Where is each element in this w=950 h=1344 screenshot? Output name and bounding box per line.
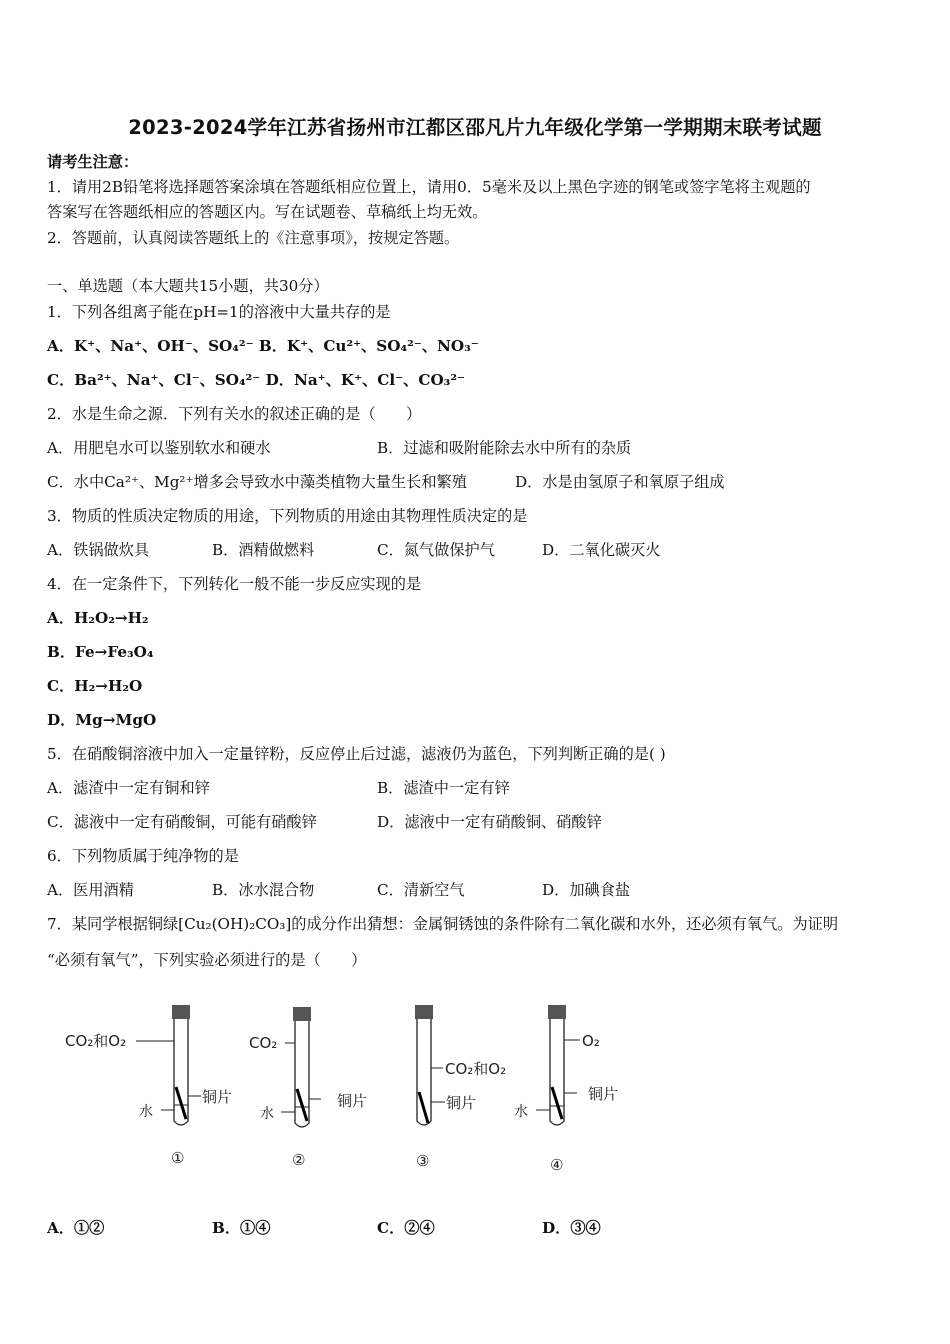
tube-1-gas-label: CO₂和O₂	[65, 1032, 127, 1050]
question-7-option-c: C．②④	[377, 1219, 435, 1237]
tube-1-copper-strip	[176, 1087, 186, 1119]
question-2-option-c: C．水中Ca²⁺、Mg²⁺增多会导致水中藻类植物大量生长和繁殖	[47, 473, 467, 491]
notice-item-1-line-2: 答案写在答题纸相应的答题区内。写在试题卷、草稿纸上均无效。	[47, 203, 488, 221]
question-2-option-a: A．用肥皂水可以鉴别软水和硬水	[47, 439, 271, 457]
question-5-option-b: B．滤渣中一定有锌	[377, 779, 510, 797]
test-tube-4	[514, 1005, 618, 1174]
section-heading: 一、单选题（本大题共15小题，共30分）	[47, 277, 329, 295]
question-4-stem: 4．在一定条件下，下列转化一般不能一步反应实现的是	[47, 575, 422, 593]
question-1-options-cd: C．Ba²⁺、Na⁺、Cl⁻、SO₄²⁻ D．Na⁺、K⁺、Cl⁻、CO₃²⁻	[47, 371, 465, 389]
test-tube-experiment-figure	[55, 995, 655, 1185]
test-tube-3	[415, 1005, 506, 1170]
tube-2-stopper	[293, 1007, 311, 1021]
test-tube-2	[249, 1007, 367, 1169]
tube-4-copper-strip	[552, 1087, 562, 1119]
question-5-option-d: D．滤液中一定有硝酸铜、硝酸锌	[377, 813, 602, 831]
question-3-option-d: D．二氧化碳灭火	[542, 541, 661, 559]
page-title: 2023-2024学年江苏省扬州市江都区邵凡片九年级化学第一学期期末联考试题	[128, 116, 822, 139]
question-3-stem: 3．物质的性质决定物质的用途，下列物质的用途由其物理性质决定的是	[47, 507, 528, 525]
tube-2-glass	[295, 1021, 309, 1127]
tube-4-stopper	[548, 1005, 566, 1019]
question-6-option-d: D．加碘食盐	[542, 881, 631, 899]
notice-heading: 请考生注意：	[47, 153, 139, 171]
tube-4-number: ④	[550, 1156, 564, 1174]
question-3-option-b: B．酒精做燃料	[212, 541, 315, 559]
question-7-option-a: A．①②	[47, 1219, 105, 1237]
question-4-option-b: B．Fe→Fe₃O₄	[47, 643, 154, 661]
tube-1-glass	[174, 1019, 188, 1125]
question-4-option-a: A．H₂O₂→H₂	[47, 609, 149, 627]
test-tube-1	[65, 1005, 232, 1167]
notice-item-2: 2．答题前，认真阅读答题纸上的《注意事项》，按规定答题。	[47, 229, 460, 247]
tube-1-stopper	[172, 1005, 190, 1019]
tube-1-metal-label: 铜片	[202, 1088, 233, 1106]
question-5-option-c: C．滤液中一定有硝酸铜，可能有硝酸锌	[47, 813, 317, 831]
question-2-stem: 2．水是生命之源．下列有关水的叙述正确的是（ ）	[47, 405, 422, 423]
tube-3-metal-label: 铜片	[446, 1094, 477, 1112]
question-3-option-c: C．氮气做保护气	[377, 541, 495, 559]
tube-3-stopper	[415, 1005, 433, 1019]
notice-item-1-line-1: 1．请用2B铅笔将选择题答案涂填在答题纸相应位置上，请用0．5毫米及以上黑色字迹的钢笔或签字笔将主观题的	[47, 178, 811, 196]
question-1-stem: 1．下列各组离子能在pH=1的溶液中大量共存的是	[47, 303, 391, 321]
question-6-option-a: A．医用酒精	[47, 881, 134, 899]
question-6-stem: 6．下列物质属于纯净物的是	[47, 847, 239, 865]
question-6-option-c: C．清新空气	[377, 881, 465, 899]
question-3-option-a: A．铁锅做炊具	[47, 541, 150, 559]
question-4-option-d: D．Mg→MgO	[47, 711, 157, 729]
question-2-option-b: B．过滤和吸附能除去水中所有的杂质	[377, 439, 632, 457]
question-7-stem-line-2: “必须有氧气”，下列实验必须进行的是（ ）	[47, 951, 367, 969]
tube-2-copper-strip	[297, 1089, 307, 1121]
tube-2-number: ②	[292, 1151, 306, 1169]
question-4-option-c: C．H₂→H₂O	[47, 677, 143, 695]
question-5-option-a: A．滤渣中一定有铜和锌	[47, 779, 210, 797]
question-7-stem-line-1: 7．某同学根据铜绿[Cu₂(OH)₂CO₃]的成分作出猜想：金属铜锈蚀的条件除有二氧化碳和水外，还必须有氧气。为证明	[47, 915, 839, 933]
tube-4-water-label: 水	[514, 1104, 528, 1120]
question-7-option-d: D．③④	[542, 1219, 601, 1237]
tube-3-gas-label: CO₂和O₂	[445, 1060, 507, 1078]
tube-3-copper-strip	[419, 1092, 428, 1123]
question-6-option-b: B．冰水混合物	[212, 881, 315, 899]
question-1-options-ab: A．K⁺、Na⁺、OH⁻、SO₄²⁻ B．K⁺、Cu²⁺、SO₄²⁻、NO₃⁻	[47, 337, 479, 355]
tube-2-gas-label: CO₂	[249, 1034, 278, 1052]
tube-1-water-label: 水	[139, 1104, 153, 1120]
tube-1-number: ①	[171, 1149, 185, 1167]
tube-4-glass	[550, 1019, 564, 1125]
question-2-option-d: D．水是由氢原子和氧原子组成	[515, 473, 725, 491]
tube-4-metal-label: 铜片	[588, 1085, 619, 1103]
tube-4-gas-label: O₂	[582, 1032, 600, 1050]
question-7-option-b: B．①④	[212, 1219, 271, 1237]
question-5-stem: 5．在硝酸铜溶液中加入一定量锌粉，反应停止后过滤，滤液仍为蓝色，下列判断正确的是( )	[47, 745, 666, 763]
tube-2-water-label: 水	[260, 1106, 274, 1122]
tube-2-metal-label: 铜片	[337, 1092, 368, 1110]
tube-3-number: ③	[416, 1152, 430, 1170]
